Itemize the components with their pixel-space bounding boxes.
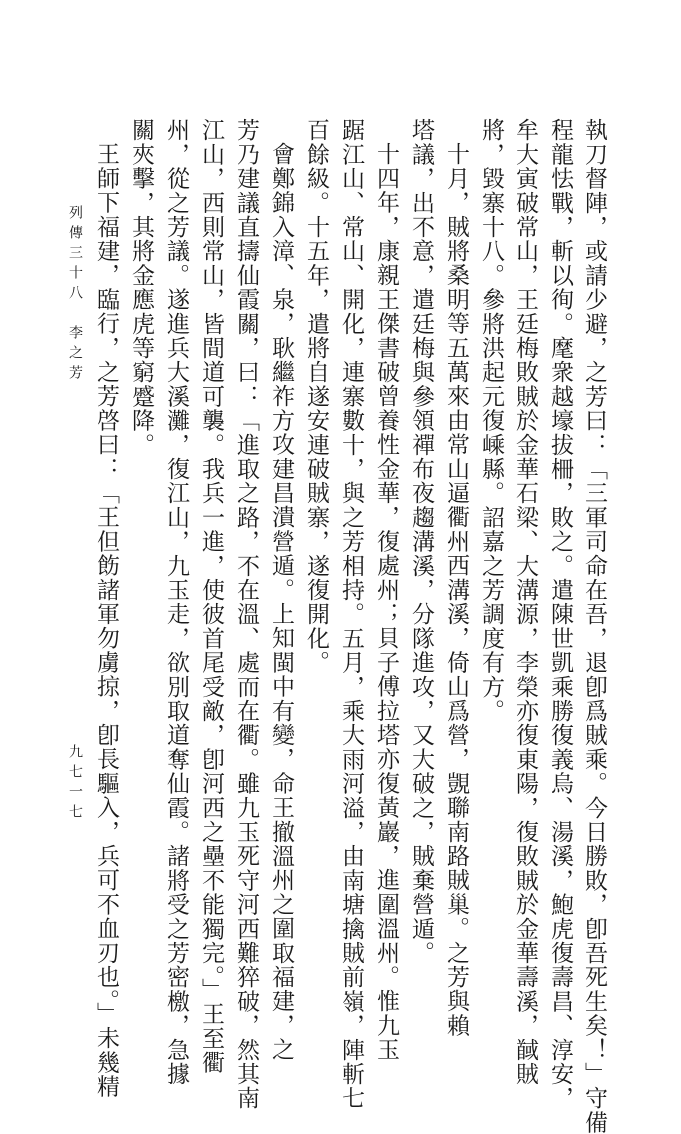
text-column-4: 將，毀寨十八。參將洪起元復嵊縣。詔嘉之芳調度有方。 (478, 118, 504, 723)
text-column-11: 芳乃建議直擣仙霞關，曰：「進取之路，不在溫、處而在衢。雖九玉死守河西難猝破，然其南 (233, 118, 259, 1111)
page-number: 九七一七 (67, 744, 83, 824)
text-column-9: 百餘級。十五年，遣將自遂安連破賊寨，遂復開化。 (303, 118, 329, 675)
running-header: 列傳三十八 李之芳 (67, 205, 83, 385)
text-column-15: 王師下福建，臨行，之芳啓曰：「王但飭諸軍勿虜掠，卽長驅入，兵可不血刃也。」未幾精 (93, 142, 119, 1099)
text-column-3: 牟大寅破常山，王廷梅敗賊於金華石梁、大溝源，李榮亦復東陽，復敗賊於金華壽溪，馘賊 (512, 118, 538, 1086)
text-column-6: 塔議，出不意，遣廷梅與參領禪布夜趨溝溪，分隊進攻，又大破之，賊棄營遁。 (408, 118, 434, 965)
text-column-7: 十四年，康親王傑書破曾養性金華，復處州；貝子傅拉塔亦復黃巖，進圍溫州。惟九玉 (373, 142, 399, 1062)
text-column-1: 執刀督陣，或請少避，之芳曰：「三軍司命在吾，退卽爲賊乘。今日勝敗，卽吾死生矣！」守備 (581, 118, 607, 1134)
text-column-14: 關夾擊，其將金應虎等窮蹙降。 (128, 118, 154, 457)
text-column-13: 州，從之芳議。遂進兵大溪灘，復江山，九玉走，欲別取道奪仙霞。諸將受之芳密檄，急據 (163, 118, 189, 1086)
text-column-8: 踞江山、常山、開化，連寨數十，與之芳相持。五月，乘大雨河溢，由南塘擒賊前嶺，陣斬七 (338, 118, 364, 1111)
text-column-10: 會鄭錦入漳、泉，耿繼祚方攻建昌潰營遁。上知閩中有變，命王撤溫州之圍取福建，之 (268, 142, 294, 1062)
text-column-12: 江山，西則常山，皆間道可襲。我兵一進，使彼首尾受敵，卽河西之壘不能獨完。」王至衢 (198, 118, 224, 1075)
text-column-2: 程龍怯戰，斬以徇。麾衆越壕拔柵，敗之。遣陳世凱乘勝復義烏、湯溪，鮑虎復壽昌、淳安， (547, 118, 573, 1111)
text-column-5: 十月，賊將桑明等五萬來由常山逼衢州西溝溪，倚山爲營，覬聯南路賊巢。之芳與賴 (443, 142, 469, 1038)
